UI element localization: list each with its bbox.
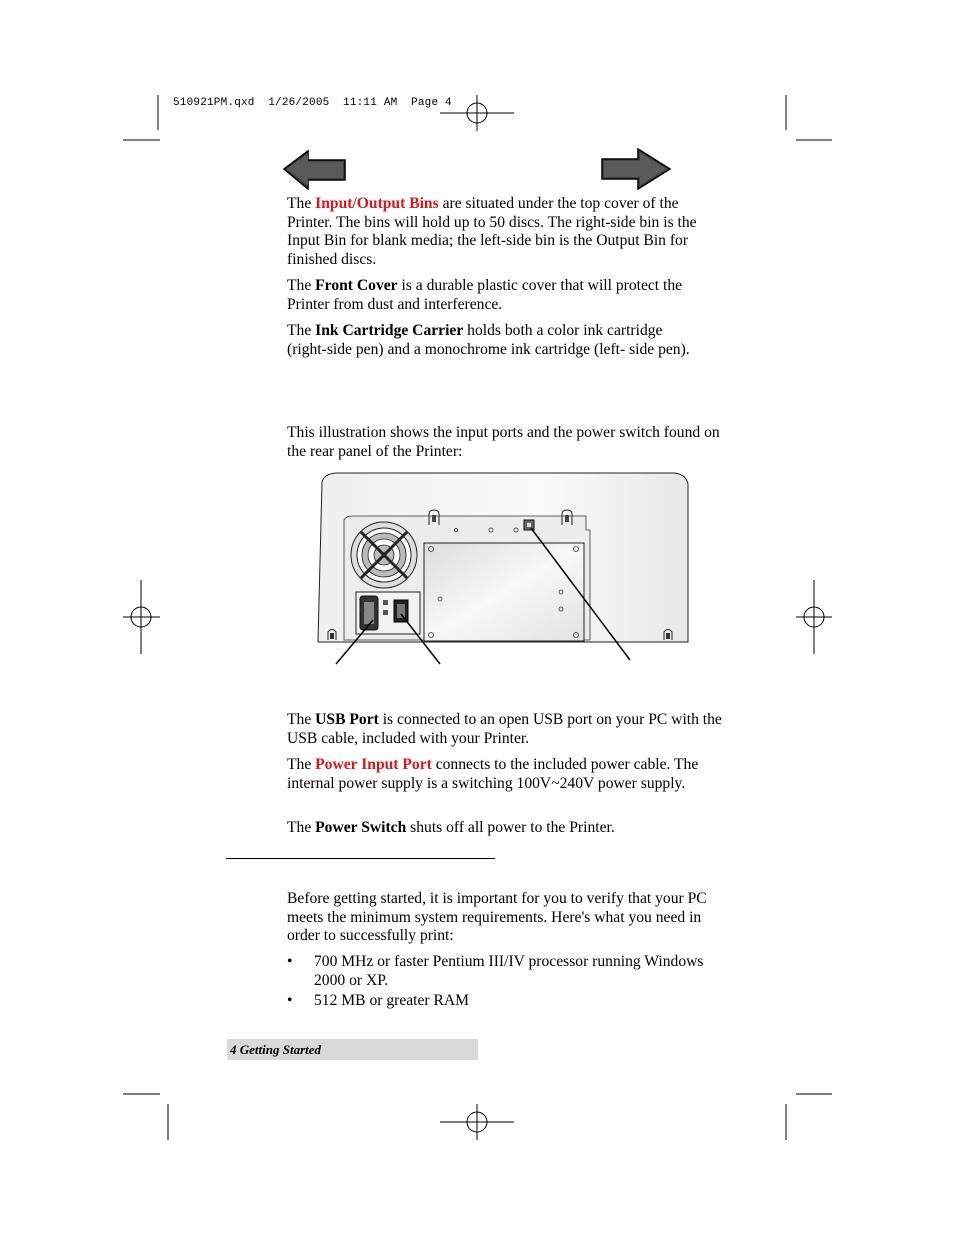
power-switch	[394, 600, 408, 622]
power-switch-paragraph: The Power Switch shuts off all power to the Printer.	[287, 819, 615, 836]
page-footer: 4 Getting Started	[230, 1042, 322, 1057]
section-divider	[226, 858, 495, 859]
requirements-intro: Before getting started, it is important for you to verify that your PC meets the minimum system requirements. Here's what you need in order to successfully print:	[287, 890, 707, 945]
printer-rear-panel-illustration	[316, 470, 696, 665]
power-input-paragraph: The Power Input Port connects to the included power cable. The internal power supply is a switching 100V~240V power supply.	[287, 756, 699, 792]
registration-mark-left	[123, 580, 160, 654]
requirement-item: 512 MB or greater RAM	[314, 992, 470, 1009]
bullet-marker: •	[287, 953, 293, 970]
ink-cartridge-carrier-term: Ink Cartridge Carrier	[315, 322, 464, 339]
usb-port	[524, 520, 534, 530]
registration-mark-bottom	[440, 1104, 514, 1140]
registration-mark-right	[796, 580, 832, 654]
right-arrow-icon[interactable]	[600, 147, 672, 191]
left-arrow-icon[interactable]	[282, 148, 348, 190]
power-input-port-term[interactable]: Power Input Port	[315, 756, 432, 773]
input-output-bins-term[interactable]: Input/Output Bins	[315, 195, 439, 212]
print-slug: 510921PM.qxd 1/26/2005 11:11 AM Page 4	[173, 97, 452, 109]
front-cover-paragraph: The Front Cover is a durable plastic cover that will protect the Printer from dust and interference.	[287, 277, 683, 313]
front-cover-term: Front Cover	[315, 277, 398, 294]
usb-port-term: USB Port	[315, 711, 379, 728]
bins-paragraph: The Input/Output Bins are situated under the top cover of the Printer. The bins will hold up to 50 discs. The right-side bin is the Input Bin for blank media; the left-side bin is the Output Bin for finished discs.	[287, 195, 697, 268]
power-switch-term: Power Switch	[315, 819, 407, 836]
usb-port-paragraph: The USB Port is connected to an open USB port on your PC with the USB cable, included with your Printer.	[287, 711, 722, 747]
requirement-item: 700 MHz or faster Pentium III/IV processor running Windows 2000 or XP.	[314, 953, 704, 989]
ink-carrier-paragraph: The Ink Cartridge Carrier holds both a color ink cartridge (right-side pen) and a monochrome ink cartridge (left- side pen).	[287, 322, 690, 358]
rear-panel-intro: This illustration shows the input ports and the power switch found on the rear panel of the Printer:	[287, 424, 720, 460]
bullet-marker: •	[287, 992, 293, 1009]
fan-grille	[351, 522, 417, 588]
